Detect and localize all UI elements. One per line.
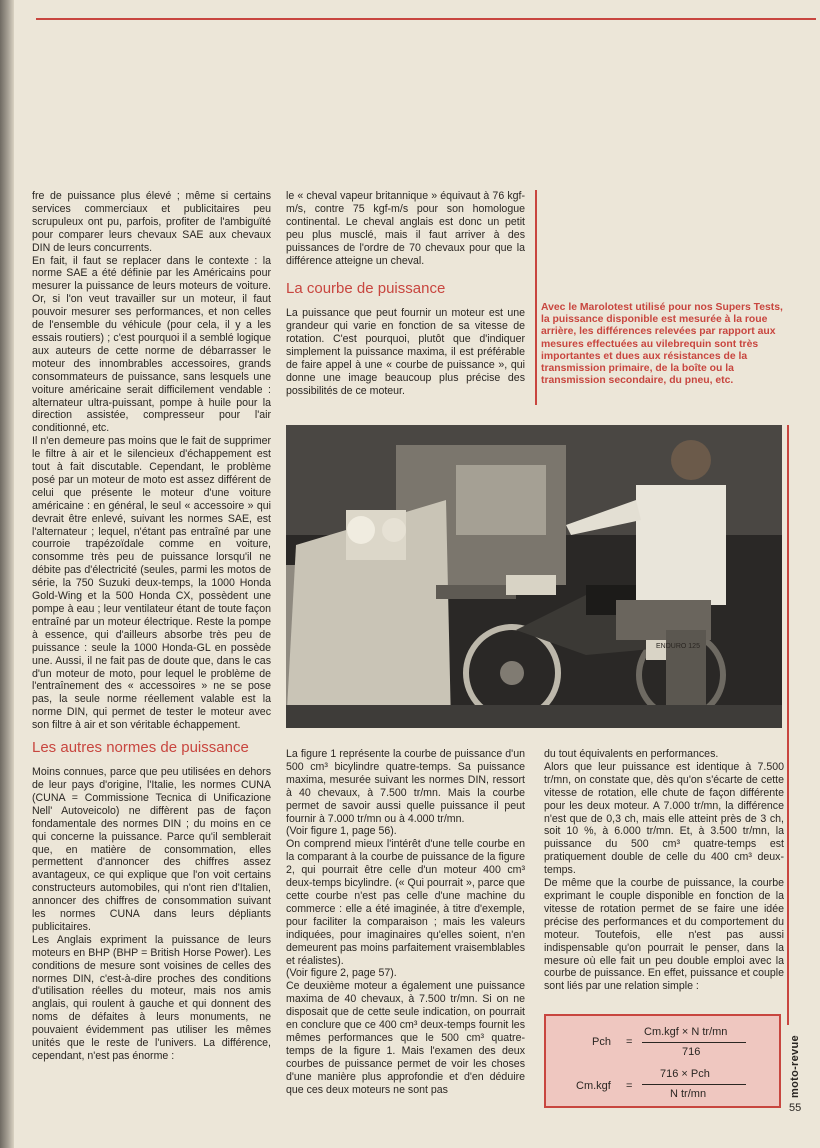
paragraph: Ce deuxième moteur a également une puissance maxima de 40 chevaux, à 7.500 tr/mn. Si on ne disposait que de cette seule indication, on pourrait en conclure que ce 400 cm³ deux-temps fournit les mêmes performances que le 500 cm³ quatre-temps de la figure 1. Mais l'examen des deux courbes de puissance permet de voir les choses d'une manière plus approfondie et d'en déduire que ces deux moteurs ne sont pas — [286, 980, 525, 1096]
formula-lhs: Pch — [592, 1036, 611, 1048]
formula-denominator: 716 — [682, 1046, 701, 1058]
paragraph: fre de puissance plus élevé ; même si certains services commerciaux et publicitaires peu scrupuleux ont pu, parfois, profiter de l'ambiguïté pour comparer leurs chevaux SAE aux chevaux DIN de leurs concurrents. — [32, 190, 271, 254]
dyno-photo-illustration — [286, 425, 782, 728]
formula-equals: = — [626, 1036, 633, 1048]
paragraph: De même que la courbe de puissance, la courbe exprimant le couple disponible en fonction de la vitesse de rotation permet de se faire une idée précise des performances et du comportement du moteur. Toutefois, elle n'est pas aussi indispensable qu'on pourrait le penser, dans la mesure où elle fait un peu double emploi avec la courbe de puissance. En effet, puissance et couple sont liés par une relation simple : — [544, 877, 784, 993]
paragraph: Moins connues, parce que peu utilisées en dehors de leur pays d'origine, l'Italie, les normes CUNA (CUNA = Commissione Tecnica di Unificazione Nell' Autoveicolo) ne diffèrent pas de façon fondamentale des normes DIN ; du moins en ce qui concerne la puissance. Parce qu'il semblerait que, en matière de consommation, elles permettent d'annoncer des chiffres assez avantageux, ce qui explique que l'on voit certains constructeurs automobiles, qui n'ont rien d'Italien, annoncer des chiffres de consommation suivant les normes CUNA dans leurs dépliants publicitaires. — [32, 766, 271, 933]
column-1 — [32, 190, 271, 1063]
magazine-name-text: moto-revue — [789, 1035, 801, 1098]
paragraph: Il n'en demeure pas moins que le fait de supprimer le filtre à air et le silencieux d'échappement est tout à fait discutable. Cependant, le problème posé par un moteur de moto est assez différent de celui que présente le moteur d'une voiture américaine : en général, le seul « accessoire » qui devrait être enlevé, suivant les normes SAE, est l'alternateur ; lequel, n'étant pas entraîné par une courroie trapézoïdale comme en voiture, consomme très peu de puissance lorsqu'il ne débite pas d'électricité (seules, parmi les motos de série, la 750 Suzuki deux-temps, la 1000 Honda Gold-Wing et la 500 Honda CX, possèdent une pompe à eau ; leur ventilateur étant de toute façon entraîné par un moteur électrique. Reste la pompe à essence, qui d'ailleurs absorbe très peu de puissance : seule la 1000 Honda-GL en possède une. Aussi, il ne fait pas de doute que, dans le cas d'un moteur de moto, pour lequel le problème de l'entraînement des « accessoires » ne se pose pas, la seule norme réellement valable est la norme DIN, qui permet de tester le moteur avec son filtre à air et son véritable échappement. — [32, 435, 271, 732]
power-torque-formula — [544, 1014, 781, 1108]
paragraph: En fait, il faut se replacer dans le contexte : la norme SAE a été définie par les Américains pour mesurer la puissance de leurs moteurs de voiture. Or, si l'on veut travailler sur un moteur, il faut pouvoir mesurer ses performances, et non celles de l'ensemble du véhicule (pour cela, il y a les essais routiers) ; c'est pourquoi il a semblé logique aux auteurs de cette norme de débarrasser le moteur des innombrables accessoires, grands consommateurs de puissance, sans lesquels une voiture américaine serait difficilement vendable : alternateur ultra-puissant, pompe à huile pour la direction assistée, compresseur pour l'air conditionné, etc. — [32, 254, 271, 435]
formula-numerator: 716 × Pch — [660, 1068, 710, 1080]
page-binding-shadow — [0, 0, 14, 1148]
paragraph: le « cheval vapeur britannique » équivaut à 76 kgf-m/s, contre 75 kgf-m/s pour son homologue continental. Le cheval anglais est donc un petit peu plus musclé, mais il faut arriver à des puissances de l'ordre de 70 chevaux pour que la différence atteigne un cheval. — [286, 190, 525, 267]
paragraph: La figure 1 représente la courbe de puissance d'un 500 cm³ bicylindre quatre-temps. Sa puissance maxima, mesurée suivant les normes DIN, ressort à 40 chevaux, à 7.500 tr/mn. Mais la courbe permet de savoir aussi quelle puissance il peut fournir à 7.000 tr/mn ou à 4.000 tr/mn. — [286, 748, 525, 825]
formula-denominator: N tr/mn — [670, 1088, 707, 1100]
paragraph: (Voir figure 1, page 56). — [286, 825, 397, 838]
top-red-rule — [36, 18, 816, 20]
fraction-bar — [642, 1042, 746, 1043]
paragraph: Les Anglais expriment la puissance de leurs moteurs en BHP (BHP = British Horse Power). Les conditions de mesure sont voisines de celles des normes DIN, c'est-à-dire proches des conditions d'utilisation réelles du moteur, mais nos amis anglais, qui roulent à gauche et qui donnent des noms de défaites à leurs monuments, ne pouvaient évidemment pas utiliser les mêmes unités que le reste de l'univers. La différence, cependant, n'est pas énorme : — [32, 933, 271, 1062]
page-number: 55 — [789, 1102, 802, 1114]
paragraph: Alors que leur puissance est identique à 7.500 tr/mn, on constate que, dès qu'on s'écarte de cette vitesse de rotation, elle chute de façon différente pour les deux moteur. A 7.000 tr/mn, la différence n'est que de 0,3 ch, mais elle atteint près de 3 ch, soit 10 %, à 6.000 tr/mn. Et, à 3.500 tr/mn, la puissance du 500 cm³ quatre-temps est pratiquement double de celle du 400 cm³ deux-temps. — [544, 760, 784, 877]
dyno-photo — [286, 425, 782, 728]
photo-caption: Avec le Marolotest utilisé pour nos Supers Tests, la puissance disponible est mesurée à la roue arrière, les différences relevées par rapport aux mesures effectuées au vilebrequin sont très importantes et dues aux résistances de la transmission primaire, de la boîte ou la transmission secondaire, du pneu, etc. — [541, 302, 783, 387]
paragraph: (Voir figure 2, page 57). — [286, 967, 397, 980]
formula-equals: = — [626, 1080, 633, 1092]
column-3 — [286, 748, 525, 1096]
formula-numerator: Cm.kgf × N tr/mn — [644, 1026, 728, 1038]
formula-lhs: Cm.kgf — [576, 1080, 611, 1092]
paragraph: On comprend mieux l'intérêt d'une telle courbe en la comparant à la courbe de puissance de la figure 2, qui pourrait être celle d'un moteur 400 cm³ deux-temps bicylindre. (« Qui pourrait », parce que cette courbe n'est pas celle d'une machine du commerce : elle a été imaginée, à titre d'exemple, pour faciliter la comparaison ; mais les valeurs indiquées, pour imaginaires qu'elles soient, n'en demeurent pas moins parfaitement vraisemblables et réalistes). — [286, 838, 525, 967]
caption-red-rule — [535, 190, 537, 405]
magazine-name — [787, 1035, 801, 1100]
column-4 — [544, 748, 784, 993]
section-heading: Les autres normes de puissance — [32, 739, 249, 757]
paragraph: La puissance que peut fournir un moteur est une grandeur qui varie en fonction de sa vitesse de rotation. C'est pourquoi, plutôt que d'indiquer simplement la puissance maxima, il est préférable de faire appel à une « courbe de puissance », qui donne une image beaucoup plus précise des possibilités de ce moteur. — [286, 307, 525, 397]
right-red-rule — [787, 425, 789, 1025]
section-heading: La courbe de puissance — [286, 280, 446, 298]
fraction-bar — [642, 1084, 746, 1085]
paragraph: du tout équivalents en performances. — [544, 748, 719, 760]
column-2 — [286, 190, 525, 398]
bike-label: ENDURO 125 — [656, 643, 700, 650]
